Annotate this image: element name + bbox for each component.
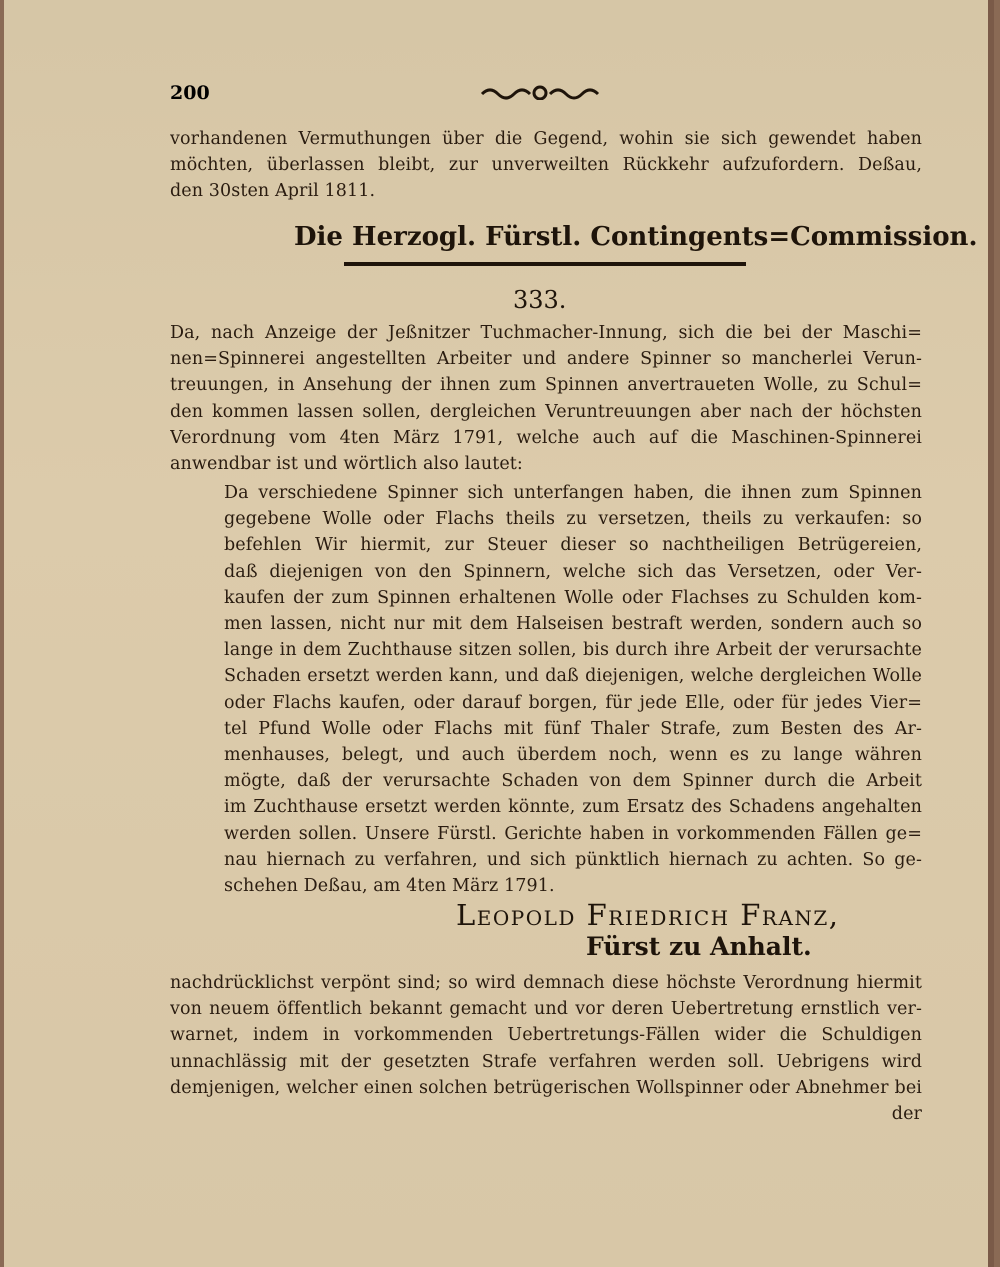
text-line: tel Pfund Wolle oder Flachs mit fünf Thaler Strafe, zum Besten des Ar-	[224, 718, 922, 739]
text-line: nen=Spinnerei angestellten Arbeiter und andere Spinner so mancherlei Verun-	[170, 349, 922, 370]
text-line: Da verschiedene Spinner sich unterfangen haben, die ihnen zum Spinnen	[224, 483, 922, 503]
text-line: mögte, daß der verursachte Schaden von dem Spinner durch die Arbeit	[224, 771, 922, 792]
text-line: schehen Deßau, am 4ten März 1791.	[224, 876, 555, 897]
ruler-signature-title: Fürst zu Anhalt.	[586, 932, 812, 961]
text-line: lange in dem Zuchthause sitzen sollen, bis durch ihre Arbeit der verursachte	[224, 640, 922, 661]
entry-number: 333.	[513, 286, 567, 314]
text-line: anwendbar ist und wörtlich also lautet:	[170, 454, 523, 475]
commission-signature: Die Herzogl. Fürstl. Contingents=Commission.	[294, 222, 978, 252]
text-line: daß diejenigen von den Spinnern, welche sich das Versetzen, oder Ver-	[224, 561, 922, 582]
text-line: menhauses, belegt, und auch überdem noch, wenn es zu lange währen	[224, 745, 922, 766]
text-line: Schaden ersetzt werden kann, und daß diejenigen, welche dergleichen Wolle	[224, 666, 922, 687]
text-line: gegebene Wolle oder Flachs theils zu versetzen, theils zu verkaufen: so	[224, 509, 922, 530]
text-line: befehlen Wir hiermit, zur Steuer dieser so nachtheiligen Betrügereien,	[224, 535, 922, 556]
text-line: von neuem öffentlich bekannt gemacht und vor deren Uebertretung ernstlich ver-	[170, 999, 922, 1020]
closing-text	[170, 970, 922, 1127]
text-line: nachdrücklichst verpönt sind; so wird demnach diese höchste Verordnung hiermit	[170, 973, 922, 993]
text-line: im Zuchthause ersetzt werden könnte, zum Ersatz des Schadens angehalten	[224, 797, 922, 818]
text-line: den kommen lassen sollen, dergleichen Veruntreuungen aber nach der höchsten	[170, 401, 922, 422]
section-divider	[344, 262, 746, 266]
catchword: der	[891, 1104, 922, 1125]
text-line: oder Flachs kaufen, oder darauf borgen, für jede Elle, oder für jedes Vier=	[224, 692, 922, 713]
text-line: vorhandenen Vermuthungen über die Gegend, wohin sie sich gewendet haben	[170, 129, 922, 149]
text-line: kaufen der zum Spinnen erhaltenen Wolle oder Flachses zu Schulden kom-	[224, 587, 922, 608]
text-line: men lassen, nicht nur mit dem Halseisen bestraft werden, sondern auch so	[224, 614, 922, 635]
quoted-ordinance	[224, 480, 922, 899]
text-line: treuungen, in Ansehung der ihnen zum Spinnen anvertraueten Wolle, zu Schul=	[170, 375, 922, 396]
text-line: Verordnung vom 4ten März 1791, welche auch auf die Maschinen-Spinnerei	[170, 427, 922, 448]
text-line: demjenigen, welcher einen solchen betrügerischen Wollspinner oder Abnehmer bei	[170, 1077, 922, 1098]
top-text	[170, 126, 922, 205]
page	[4, 0, 994, 1267]
text-line: warnet, indem in vorkommenden Uebertretungs-Fällen wider die Schuldigen	[170, 1025, 922, 1046]
body-text	[170, 320, 922, 477]
text-line: möchten, überlassen bleibt, zur unverweilten Rückkehr aufzufordern. Deßau,	[170, 155, 922, 176]
text-line: werden sollen. Unsere Fürstl. Gerichte haben in vorkommenden Fällen ge=	[224, 823, 922, 844]
text-line: nau hiernach zu verfahren, und sich pünktlich hiernach zu achten. So ge-	[224, 849, 922, 870]
text-line: Da, nach Anzeige der Jeßnitzer Tuchmacher-Innung, sich die bei der Maschi=	[170, 323, 922, 343]
page-edge	[988, 0, 994, 1267]
page-number: 200	[170, 82, 210, 104]
ruler-signature-name: Leopold Friedrich Franz,	[456, 898, 840, 932]
text-line: den 30sten April 1811.	[170, 181, 376, 202]
header-ornament-icon	[480, 84, 600, 100]
page-header	[170, 82, 922, 106]
text-line: unnachlässig mit der gesetzten Strafe verfahren werden soll. Uebrigens wird	[170, 1051, 922, 1072]
